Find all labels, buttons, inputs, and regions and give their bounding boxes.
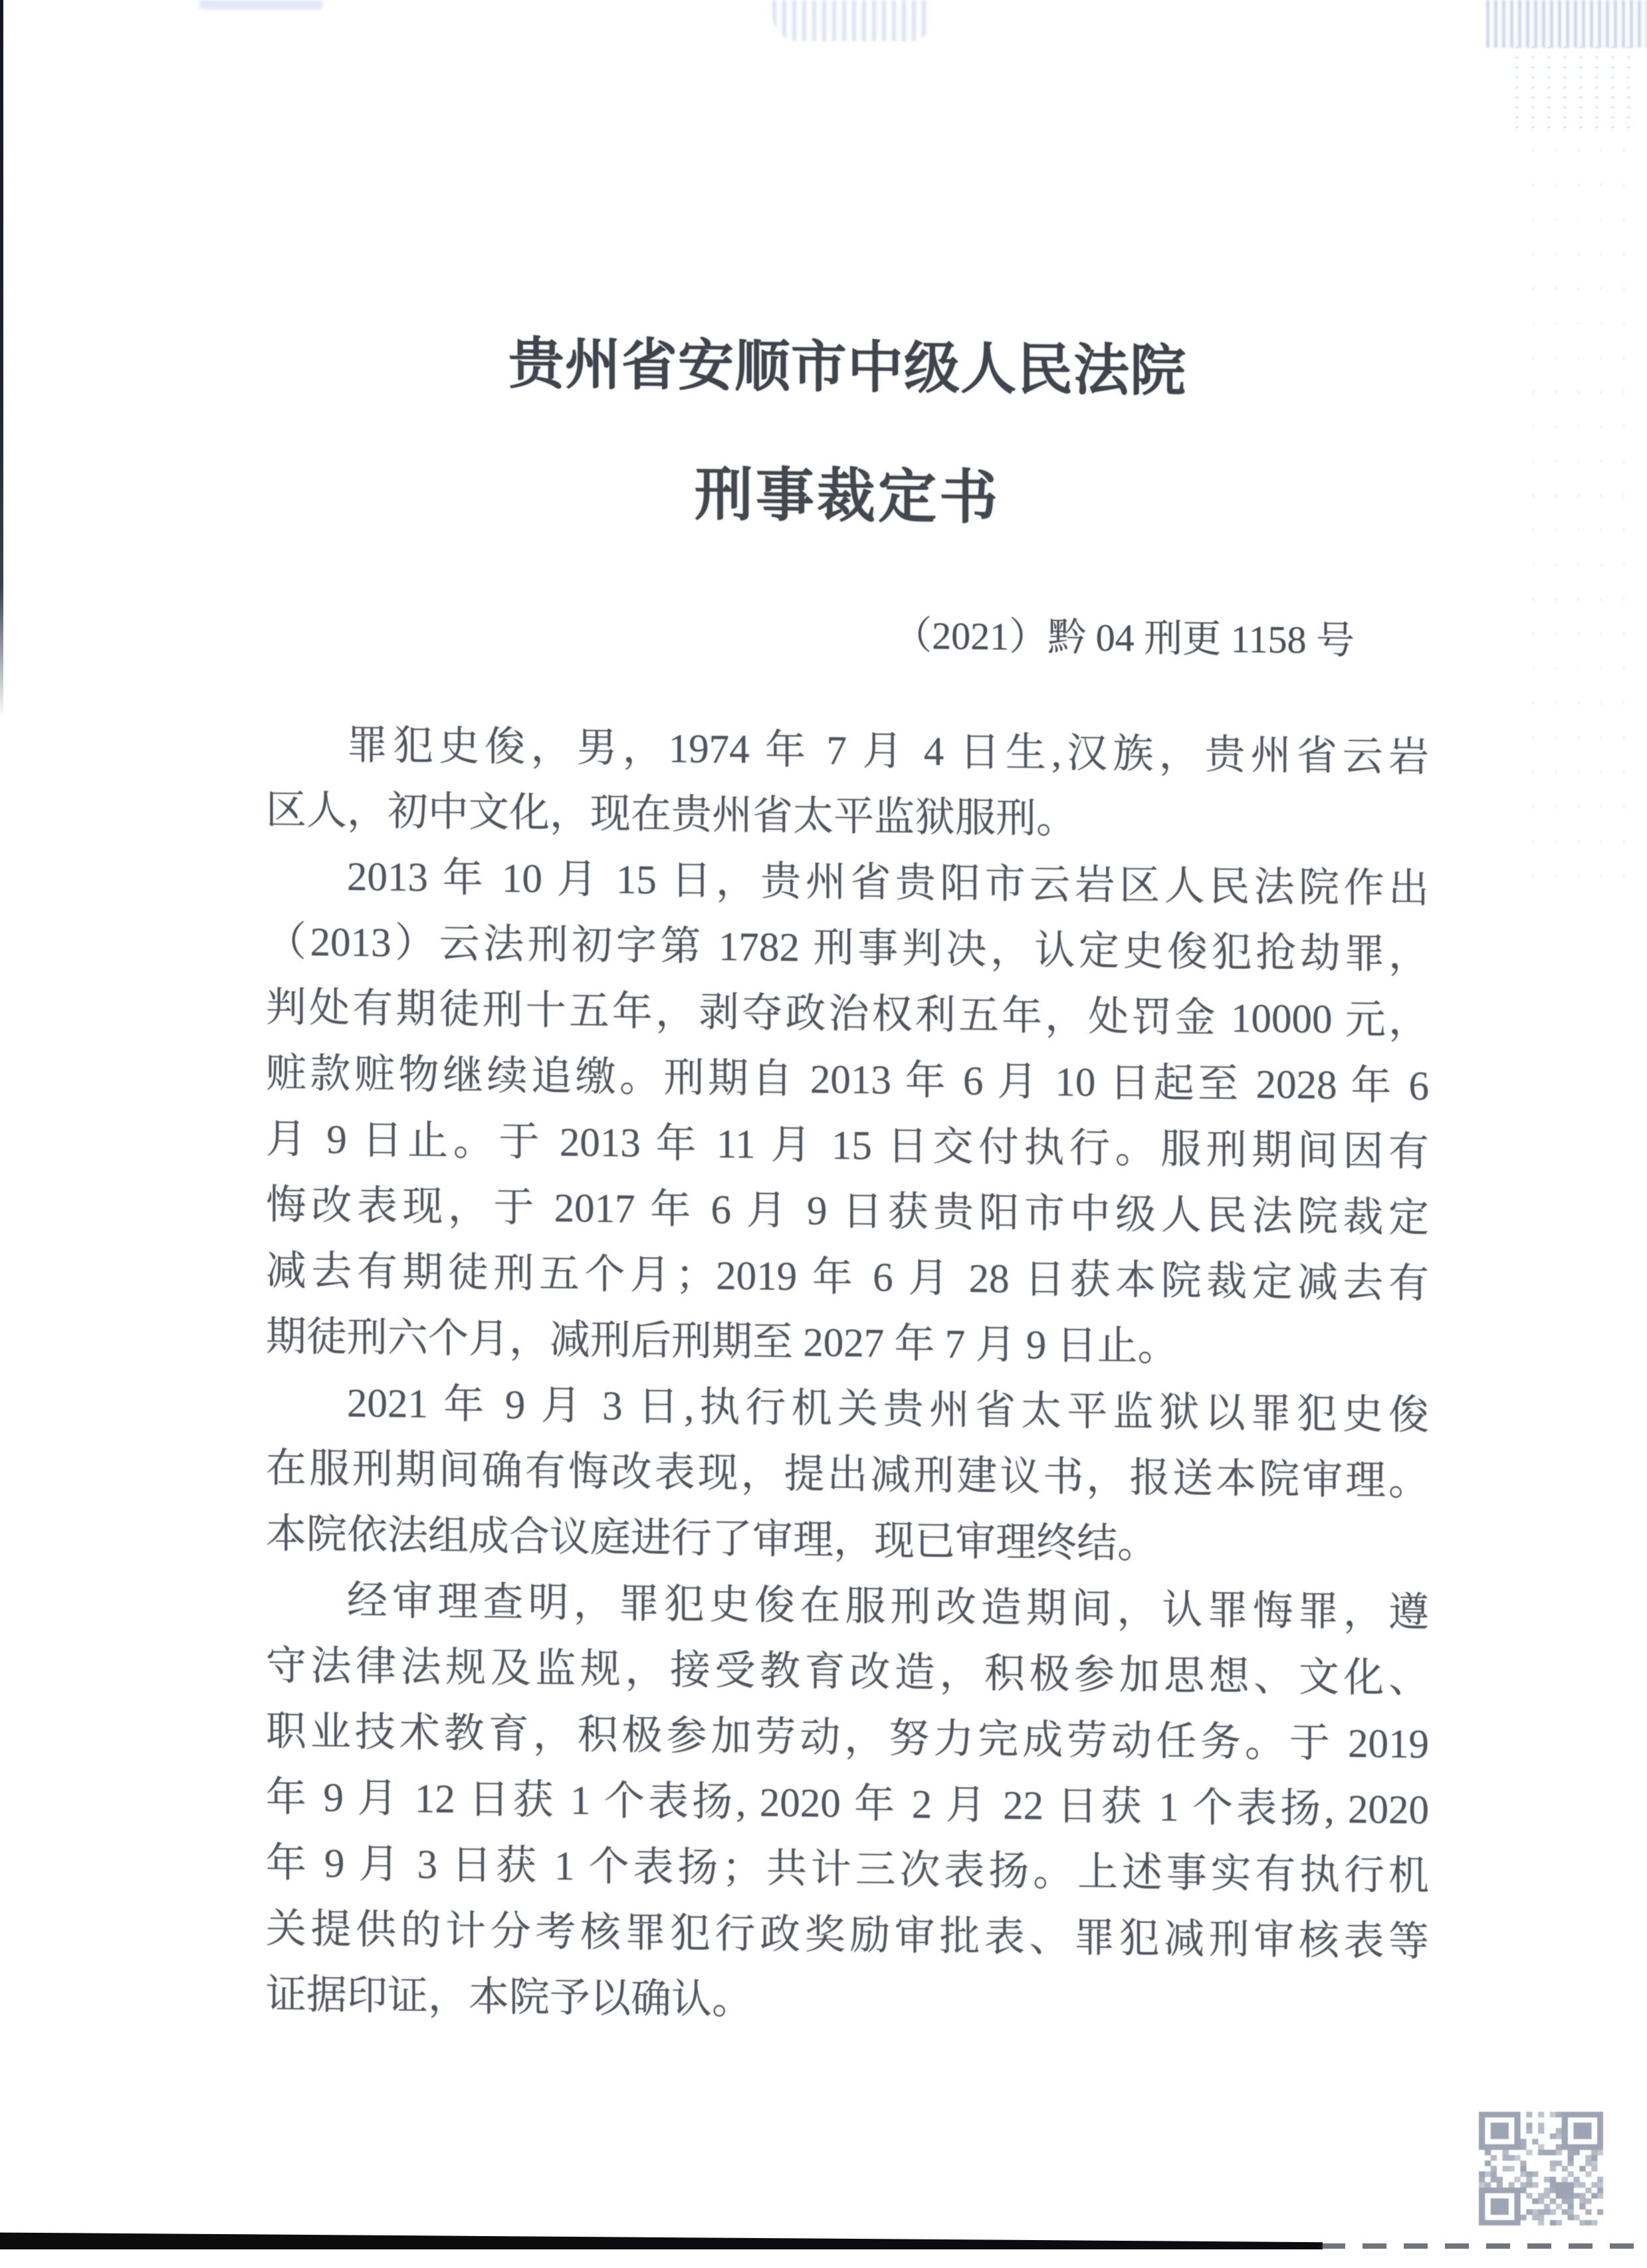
text-line: 罪犯史俊，男，1974 年 7 月 4 日生,汉族，贵州省云岩 xyxy=(347,723,1429,780)
text-line: 经审理查明，罪犯史俊在服刑改造期间，认罪悔罪，遵 xyxy=(347,1578,1429,1636)
text-line: 2021 年 9 月 3 日,执行机关贵州省太平监狱以罪犯史俊 xyxy=(347,1381,1429,1438)
scan-right-speckles xyxy=(1522,133,1645,897)
paragraph xyxy=(266,1567,1429,2041)
scan-top-smudge xyxy=(199,0,322,9)
text-line: （2013）云法刑初字第 1782 刑事判决，认定史俊犯抢劫罪， xyxy=(266,919,1429,978)
text-line: 期徒刑六个月，减刑后刑期至 2027 年 7 月 9 日止。 xyxy=(266,1314,1178,1370)
document-body xyxy=(266,712,1429,2041)
paragraph xyxy=(266,712,1429,857)
text-line: 2013 年 10 月 15 日，贵州省贵阳市云岩区人民法院作出 xyxy=(347,854,1429,912)
text-line: 守法律法规及监规，接受教育改造，积极参加思想、文化、 xyxy=(266,1643,1429,1702)
text-line: 本院依法组成合议庭进行了审理，现已审理终结。 xyxy=(266,1512,1158,1567)
document-type-title: 刑事裁定书 xyxy=(694,463,1000,532)
text-line: 关提供的计分考核罪犯行政奖励审批表、罪犯减刑审核表等 xyxy=(266,1906,1429,1965)
paragraph xyxy=(266,844,1429,1383)
paragraph xyxy=(266,1370,1429,1581)
scan-corner-speckles xyxy=(1509,43,1642,129)
text-line: 减去有期徒刑五个月；2019 年 6 月 28 日获本院裁定减去有 xyxy=(266,1248,1429,1307)
court-name-title: 贵州省安顺市中级人民法院 xyxy=(508,333,1186,403)
text-line: 年 9 月 12 日获 1 个表扬, 2020 年 2 月 22 日获 1 个表扬, 2020 xyxy=(266,1775,1429,1833)
text-line: 判处有期徒刑十五年，剥夺政治权利五年，处罚金 10000 元， xyxy=(266,985,1429,1044)
scan-bottom-dashes xyxy=(1321,2243,1647,2249)
scan-top-smudge xyxy=(1486,0,1647,48)
text-line: 月 9 日止。于 2013 年 11 月 15 日交付执行。服刑期间因有 xyxy=(266,1117,1429,1175)
scan-left-edge-line xyxy=(0,0,3,718)
text-line: 赃款赃物继续追缴。刑期自 2013 年 6 月 10 日起至 2028 年 6 xyxy=(266,1051,1429,1109)
qr-code-icon xyxy=(1479,2112,1603,2225)
text-line: 年 9 月 3 日获 1 个表扬；共计三次表扬。上述事实有执行机 xyxy=(266,1841,1429,1899)
text-line: 证据印证，本院予以确认。 xyxy=(266,1972,753,2023)
text-line: 悔改表现，于 2017 年 6 月 9 日获贵阳市中级人民法院裁定 xyxy=(266,1183,1429,1241)
text-line: 在服刑期间确有悔改表现，提出减刑建议书，报送本院审理。 xyxy=(266,1446,1429,1504)
text-line: 职业技术教育，积极参加劳动，努力完成劳动任务。于 2019 xyxy=(266,1709,1429,1767)
text-line: 区人，初中文化，现在贵州省太平监狱服刑。 xyxy=(266,788,1077,842)
case-number: （2021）黔 04 刑更 1158 号 xyxy=(893,614,1355,663)
scan-top-smudge xyxy=(772,0,931,41)
